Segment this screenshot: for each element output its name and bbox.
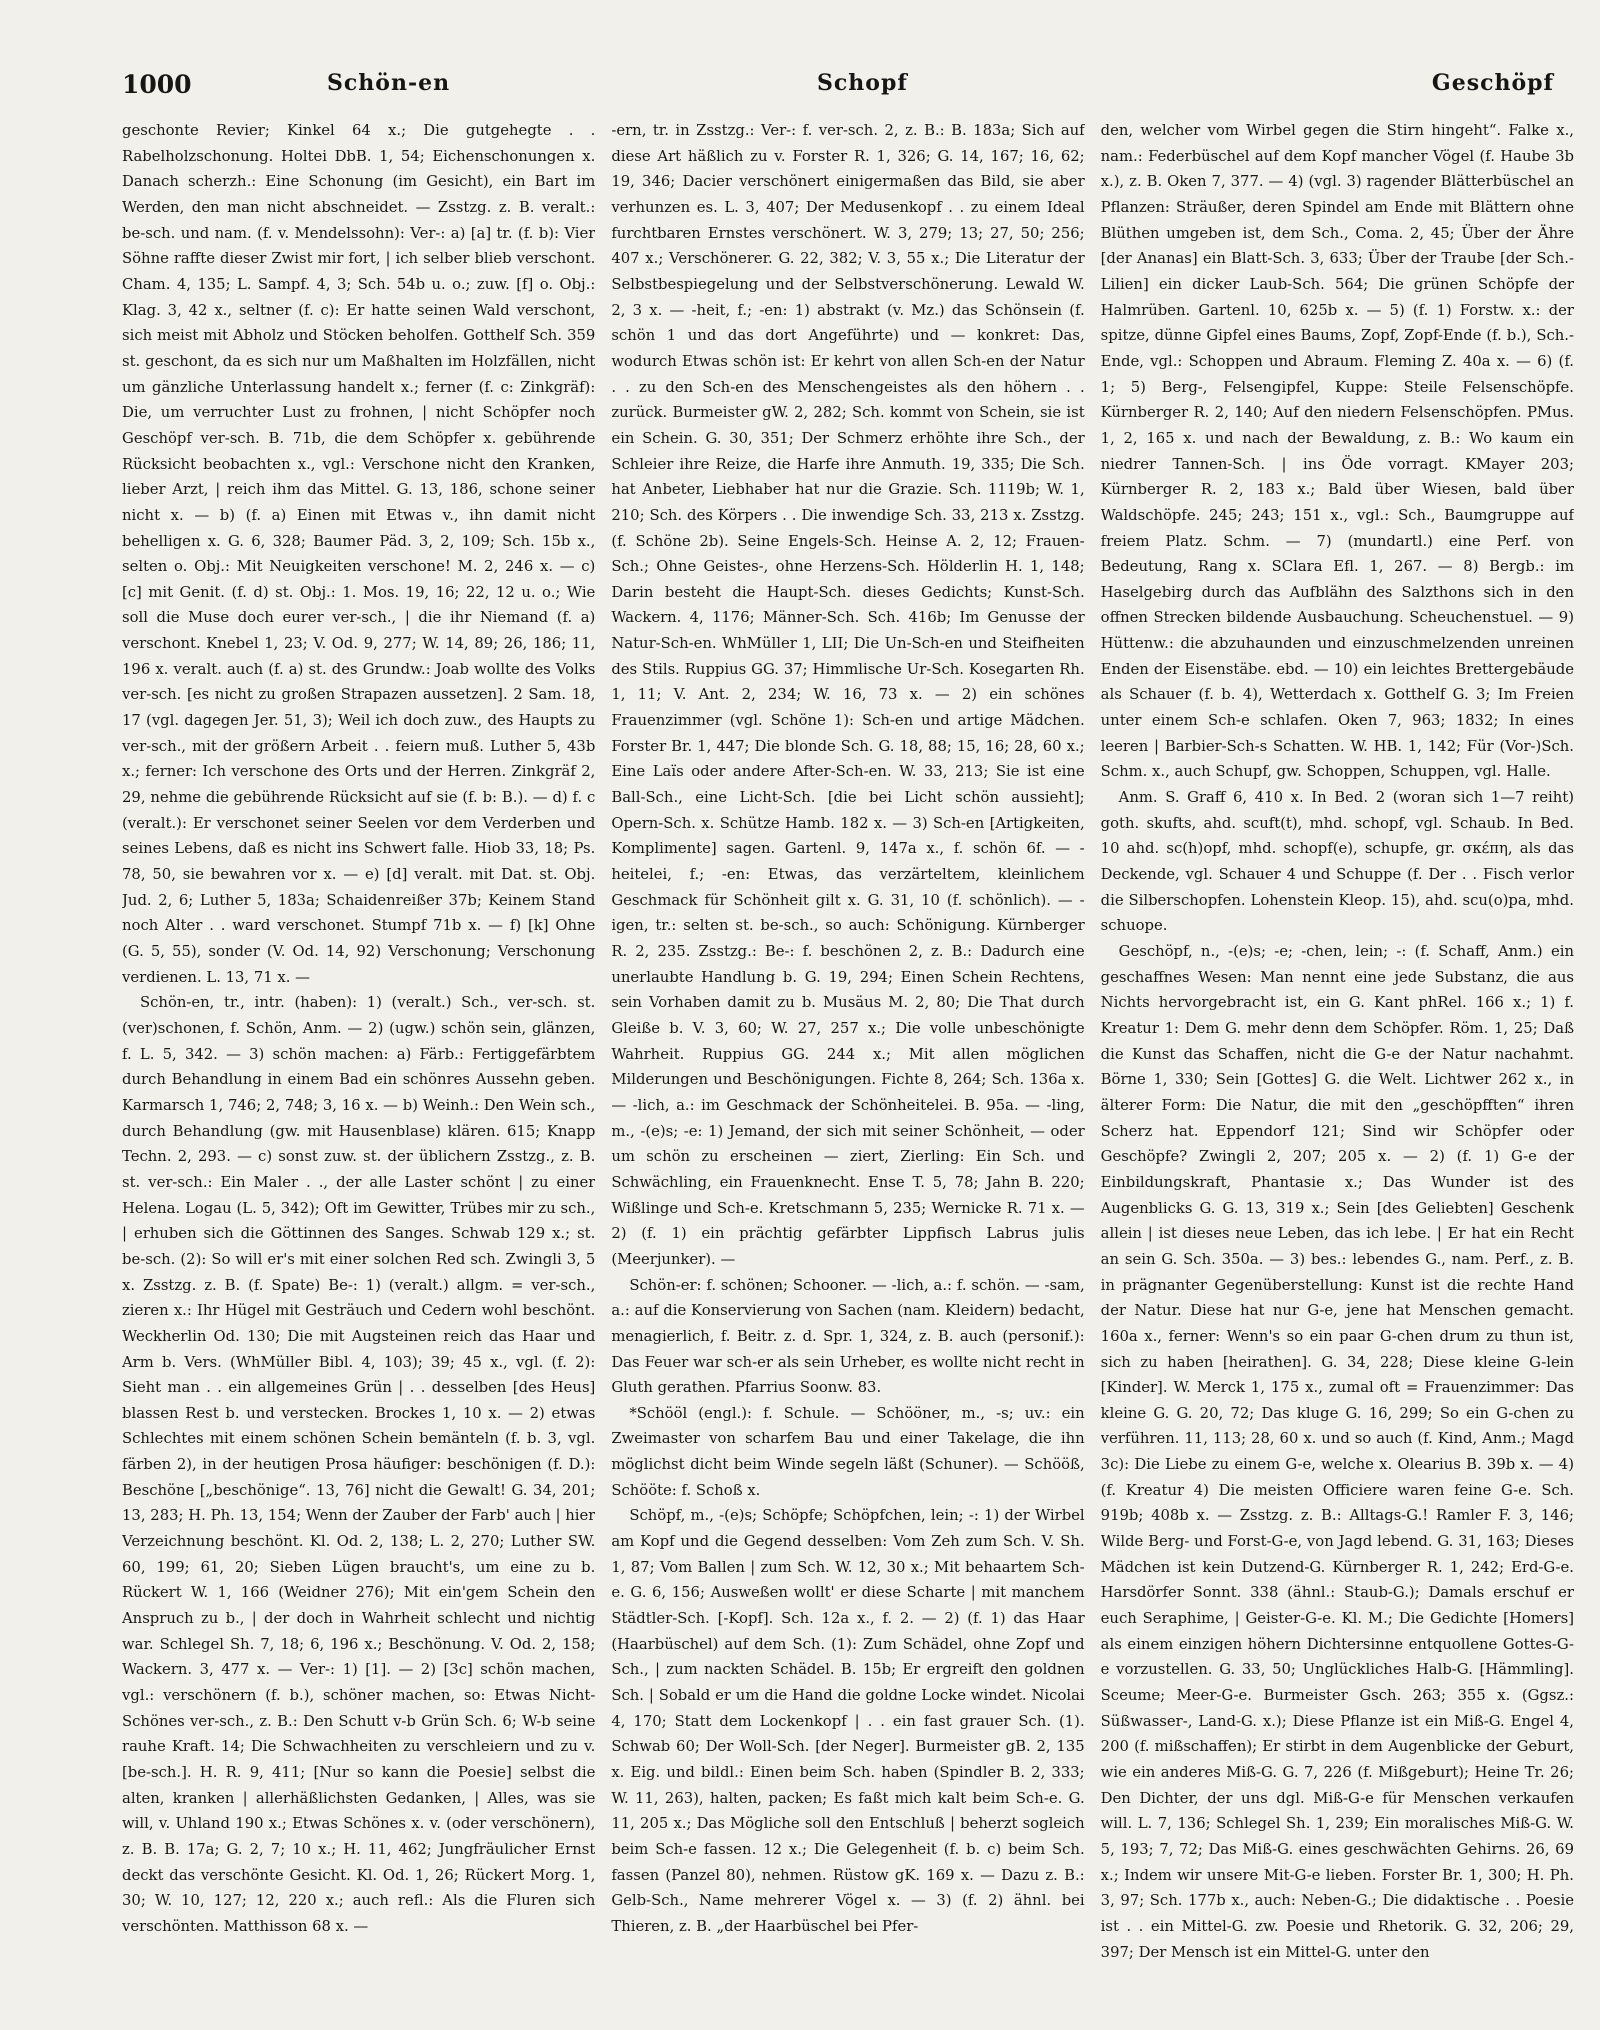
entry-paragraph: geschonte Revier; Kinkel 64 x.; Die gutgehegte . . Rabelholzschonung. Holtei DbB. 1, 54; Eichenschonungen x. Danach scherzh.: Eine Schonung (im Gesicht), ein Bart im Werden, den man nicht abschneidet. — Zsstzg. z. B. veralt.: be-sch. und nam. (f. v. Mendelssohn): Ver-: a) [a] tr. (f. b): Vier Söhne raffte dieser Zwist mir fort, | ich selber blieb verschont. Cham. 4, 135; L. Sampf. 4, 3; Sch. 54b u. o.; zuw. [f] o. Obj.: Klag. 3, 42 x., seltner (f. c): Er hatte seinen Wald verschont, sich meist mit Abholz und Stöcken beholfen. Gotthelf Sch. 359 st. geschont, da es sich nur um Maßhalten im Holzfällen, nicht um gänzliche Unterlassung handelt x.; ferner (f. c: Zinkgräf): Die, um verruchter Lust zu frohnen, | nicht Schöpfer noch Geschöpf ver-sch. B. 71b, die dem Schöpfer x. gebührende Rücksicht beobachten x., vgl.: Verschone nicht den Kranken, lieber Arzt, | reich ihm das Mittel. G. 13, 186, schone seiner nicht x. — b) (f. a) Einen mit Etwas v., ihn damit nicht behelligen x. G. 6, 328; Baumer Päd. 3, 2, 109; Sch. 15b x., selten o. Obj.: Mit Neuigkeiten verschone! M. 2, 246 x. — c) [c] mit Genit. (f. d) st. Obj.: 1. Mos. 19, 16; 22, 12 u. o.; Wie soll die Muse doch eurer ver-sch., | die ihr Niemand (f. a) verschont. Knebel 1, 23; V. Od. 9, 277; W. 14, 89; 26, 186; 11, 196 x. veralt. auch (f. a) st. des Grundw.: Joab wollte des Volks ver-sch. [es nicht zu großen Strapazen aussetzen]. 2 Sam. 18, 17 (vgl. dagegen Jer. 51, 3); Weil ich doch zuw., des Haupts zu ver-sch., mit der größern Arbeit . . feiern muß. Luther 5, 43b x.; ferner: Ich verschone des Orts und der Herren. Zinkgräf 2, 29, nehme die gebührende Rücksicht auf sie (f. b: B.). — d) f. c (veralt.): Er verschonet seiner Seelen vor dem Verderben und seines Lebens, daß es nicht ins Schwert falle. Hiob 33, 18; Ps. 78, 50, sie bewahren vor x. — e) [d] veralt. mit Dat. st. Obj. Jud. 2, 6; Luther 5, 183a; Schaidenreißer 37b; Keinem Stand noch Alter . . ward verschonet. Stumpf 71b x. — f) [k] Ohne (G. 5, 55), sonder (V. Od. 14, 92) Verschonung; Verschonung verdienen. L. 13, 71 x. — (122, 122, 596, 986)
page-header (122, 66, 1574, 114)
entry-paragraph: den, welcher vom Wirbel gegen die Stirn hingeht“. Falke x., nam.: Federbüschel auf dem Kopf mancher Vögel (f. Haube 3b x.), z. B. Oken 7, 377. — 4) (vgl. 3) ragender Blätterbüschel an Pflanzen: Sträußer, deren Spindel am Ende mit Blättern ohne Blüthen umgeben ist, dem Sch., Coma. 2, 45; Über der Ähre [der Ananas] ein Blatt-Sch. 3, 633; Über der Traube [der Sch.-Lilien] ein dicker Laub-Sch. 564; Die grünen Schöpfe der Halmrüben. Gartenl. 10, 625b x. — 5) (f. 1) Forstw. x.: der spitze, dünne Gipfel eines Baums, Zopf, Zopf-Ende (f. b.), Sch.-Ende, vgl.: Schoppen und Abraum. Fleming Z. 40a x. — 6) (f. 1; 5) Berg-, Felsengipfel, Kuppe: Steile Felsenschöpfe. Kürnberger R. 2, 140; Auf den niedern Felsenschöpfen. PMus. 1, 2, 165 x. und nach der Bewaldung, z. B.: Wo kaum ein niedrer Tannen-Sch. | ins Öde vorragt. KMayer 203; Kürnberger R. 2, 183 x.; Bald über Wiesen, bald über Waldschöpfe. 245; 243; 151 x., vgl.: Sch., Baumgruppe auf freiem Platz. Schm. — 7) (mundartl.) eine Perf. von Bedeutung, Rang x. SClara Efl. 1, 267. — 8) Bergb.: im Haselgebirg durch das Aufblähn des Salzthons sich in den offnen Strecken bildende Ausbauchung. Scheuchenstuel. — 9) Hüttenw.: die abzuhaunden und einzuschmelzenden unreinen Enden der Eisenstäbe. ebd. — 10) ein leichtes Brettergebäude als Schauer (f. b. 4), Wetterdach x. Gotthelf G. 3; Im Freien unter einem Sch-e schlafen. Oken 7, 963; 1832; In eines leeren | Barbier-Sch-s Schatten. W. HB. 1, 142; Für (Vor-)Sch. Schm. x., auch Schupf, gw. Schoppen, Schuppen, vgl. Halle. (1100, 122, 1574, 781)
entry-paragraph: *Schööl (engl.): f. Schule. — Schööner, m., -s; uv.: ein Zweimaster von scharfem Bau und einer Takelage, die ihn möglichst dicht beim Winde segeln läßt (Schuner). — Schööß, Schööte: f. Schoß x. (611, 1404, 1085, 1499)
running-head-left: Schön-en (327, 70, 451, 96)
page-number: 1000 (122, 70, 192, 99)
dictionary-columns (122, 118, 1574, 2013)
entry-paragraph: Schön-er: f. schönen; Schooner. — -lich, a.: f. schön. — -sam, a.: auf die Konservierung von Sachen (nam. Kleidern) bedacht, menagierlich, f. Beitr. z. d. Spr. 1, 324, z. B. auch (personif.): Das Feuer war sch-er als sein Urheber, es wollte nicht recht in Gluth gerathen. Pfarrius Soonw. 83. (611, 1276, 1085, 1397)
entry-paragraph: Geschöpf, n., -(e)s; -e; -chen, lein; -: (f. Schaff, Anm.) ein geschaffnes Wesen: Man nennt eine jede Substanz, die aus Nichts hervorgebracht ist, ein G. Kant phRel. 166 x.; 1) f. Kreatur 1: Dem G. mehr denn dem Schöpfer. Röm. 1, 25; Daß die Kunst das Schaffen, nicht die G-e der Natur nachahmt. Börne 1, 330; Sein [Gottes] G. die Welt. Lichtwer 262 x., in älterer Form: Die Natur, die mit den „geschöpfften“ ihren Scherz hat. Eppendorf 121; Sind wir Schöpfer oder Geschöpfe? Zwingli 2, 207; 205 x. — 2) (f. 1) G-e der Einbildungskraft, Phantasie x.; Das Wunder ist des Augenblicks G. G. 13, 319 x.; Sein [des Geliebten] Geschenk allein | ist dieses neue Leben, das ich lebe. | Er hat ein Recht an sein G. Sch. 350a. — 3) bes.: lebendes G., nam. Perf., z. B. in prägnanter Gegenüberstellung: Kunst ist die rechte Hand der Natur. Diese hat nur G-e, jene hat Menschen gemacht. 160a x., ferner: Wenn's so ein paar G-chen drum zu thun ist, sich zu haben [heirathen]. G. 34, 228; Diese kleine G-lein [Kinder]. W. Merck 1, 175 x., zumal oft = Frauenzimmer: Das kleine G. G. 20, 72; Das kluge G. 16, 299; So ein G-chen zu verführen. 11, 113; 28, 60 x. und so auch (f. Kind, Anm.; Magd 3c): Die Liebe zu einem G-e, welche x. Olearius B. 39b x. — 4) (f. Kreatur 4) Die meisten Officiere waren feine G-e. Sch. 919b; 408b x. — Zsstzg. z. B.: Alltags-G.! Ramler F. 3, 146; Wilde Berg- und Forst-G-e, von Jagd lebend. G. 31, 163; Dieses Mädchen ist kein Dutzend-G. Kürnberger R. 1, 242; Erd-G-e. Harsdörfer Sonnt. 338 (ähnl.: Staub-G.); Damals erschuf er euch Seraphime, | Geister-G-e. Kl. M.; Die Gedichte [Homers] als einem einzigen höhern Dichtersinne entquollene Gottes-G-e vorzustellen. G. 33, 50; Unglückliches Halb-G. [Hämmling]. Sceume; Meer-G-e. Burmeister Gsch. 263; 355 x. (Ggsz.: Süßwasser-, Land-G. x.); Diese Pflanze ist ein Miß-G. Engel 4, 200 (f. mißschaffen); Er stirbt in dem Augenblicke der Geburt, wie ein anderes Miß-G. G. 7, 226 (f. Mißgeburt); Heine Tr. 26; Den Dichter, der uns dgl. Miß-G-e für Menschen verkaufen will. L. 7, 136; Schlegel Sh. 1, 239; Ein moralisches Miß-G. W. 5, 193; 7, 72; Das Miß-G. eines geschwächten Gehirns. 26, 69 x.; Indem wir unsere Mit-G-e lieben. Forster Br. 1, 300; H. Ph. 3, 97; Sch. 177b x., auch: Neben-G.; Die didaktische . . Poesie ist . . ein Mittel-G. zw. Poesie und Rhetorik. G. 32, 206; 29, 397; Der Mensch ist ein Mittel-G. unter den (1100, 943, 1574, 1961)
entry-paragraph: Schöpf, m., -(e)s; Schöpfe; Schöpfchen, lein; -: 1) der Wirbel am Kopf und die Gegend desselben: Vom Zeh zum Sch. V. Sh. 1, 87; Vom Ballen | zum Sch. W. 12, 30 x.; Mit behaartem Sch-e. G. 6, 156; Ausweßen wollt' er diese Scharte | mit manchem Städtler-Sch. [-Kopf]. Sch. 12a x., f. 2. — 2) (f. 1) das Haar (Haarbüschel) auf dem Sch. (1): Zum Schädel, ohne Zopf und Sch., | zum nackten Schädel. B. 15b; Er ergreift den goldnen Sch. | Sobald er um die Hand die goldne Locke windet. Nicolai 4, 170; Statt dem Lockenkopf | . . ein fast grauer Sch. (1). Schwab 60; Der Woll-Sch. [der Neger]. Burmeister gB. 2, 135 x. Eig. und bildl.: Einen beim Sch. haben (Spindler B. 2, 333; W. 11, 263), halten, packen; Es faßt mich kalt beim Sch-e. G. 11, 205 x.; Das Mögliche soll den Entschluß | beherzt sogleich beim Sch-e fassen. 12 x.; Die Gelegenheit (f. b. c) beim Sch. fassen (Panzel 80), nehmen. Rüstow gK. 169 x. — Dazu z. B.: Gelb-Sch., Name mehrerer Vögel x. — 3) (f. 2) ähnl. bei Thieren, z. B. „der Haarbüschel bei Pfer- (611, 1507, 1085, 1935)
entry-paragraph: Anm. S. Graff 6, 410 x. In Bed. 2 (woran sich 1—7 reiht) goth. skufts, ahd. scuft(t), mhd. schopf, vgl. Schaub. In Bed. 10 ahd. sc(h)opf, mhd. schopf(e), schupfe, gr. σκέπη, als das Deckende, vgl. Schauer 4 und Schuppe (f. Der . . Fisch verlor die Silberschopfen. Lohenstein Kleop. 15), ahd. scu(o)pa, mhd. schuope. (1100, 789, 1574, 935)
running-head-center: Schopf (817, 70, 908, 96)
running-head-right: Geschöpf (1431, 70, 1554, 96)
entry-paragraph: Schön-en, tr., intr. (haben): 1) (veralt.) Sch., ver-sch. st. (ver)schonen, f. Schön, Anm. — 2) (ugw.) schön sein, glänzen, f. L. 5, 342. — 3) schön machen: a) Färb.: Fertiggefärbtem durch Behandlung in einem Bad ein schönres Aussehn geben. Karmarsch 1, 746; 2, 748; 3, 16 x. — b) Weinh.: Den Wein sch., durch Behandlung (gw. mit Hausenblase) klären. 615; Knapp Techn. 2, 293. — c) sonst zuw. st. der üblichern Zsstzg., z. B. st. ver-sch.: Ein Maler . ., der alle Laster schönt | zu einer Helena. Logau (L. 5, 342); Oft im Gewitter, Trübes mir zu sch., | erhuben sich die Göttinnen des Sanges. Schwab 129 x.; st. be-sch. (2): So will er's mit einer solchen Red sch. Zwingli 3, 5 x. Zsstzg. z. B. (f. Spate) Be-: 1) (veralt.) allgm. = ver-sch., zieren x.: Ihr Hügel mit Gesträuch und Cedern wohl beschönt. Weckherlin Od. 130; Die mit Augsteinen reich das Haar und Arm b. Vers. (WhMüller Bibl. 4, 103); 39; 45 x., vgl. (f. 2): Sieht man . . ein allgemeines Grün | . . desselben [des Heus] blassen Rest b. und verstecken. Brockes 1, 10 x. — 2) etwas Schlechtes mit einem schönen Schein bemänteln (f. b. 3, vgl. färben 2), in der heutigen Prosa häufiger: beschönigen (f. D.): Beschöne [„beschönige“. 13, 76] nicht die Gewalt! G. 34, 201; 13, 283; H. Ph. 13, 154; Wenn der Zauber der Farb' auch | hier Verzeichnung beschönt. Kl. Od. 2, 138; L. 2, 270; Luther SW. 60, 199; 61, 20; Sieben Lügen braucht's, um eine zu b. Rückert W. 1, 166 (Weidner 276); Mit ein'gem Schein den Anspruch zu b., | der doch in Wahrheit schlecht und nichtig war. Schlegel Sh. 7, 18; 6, 196 x.; Beschönung. V. Od. 2, 158; Wackern. 3, 477 x. — Ver-: 1) [1]. — 2) [3c] schön machen, vgl.: verschönern (f. b.), schöner machen, so: Etwas Nicht-Schönes ver-sch., z. B.: Den Schutt v-b Grün Sch. 6; W-b seine rauhe Kraft. 14; Die Schwachheiten zu verschleiern und zu v. [be-sch.]. H. R. 9, 411; [Nur so kann die Poesie] selbst die alten, kranken | allerhäßlichsten Gedanken, | Alles, was sie will, v. Uhland 190 x.; Etwas Schönes x. v. (oder verschönern), z. B. B. 17a; G. 2, 7; 10 x.; H. 11, 462; Jungfräulicher Ernst deckt das verschönte Gesicht. Kl. Od. 1, 26; Rückert Morg. 1, 30; W. 10, 127; 12, 220 x.; auch refl.: Als die Fluren sich verschönten. Matthisson 68 x. — (122, 994, 596, 1935)
entry-paragraph: -ern, tr. in Zsstzg.: Ver-: f. ver-sch. 2, z. B.: B. 183a; Sich auf diese Art häßlich zu v. Forster R. 1, 326; G. 14, 167; 16, 62; 19, 346; Dacier verschönert einigermaßen das Bild, sie aber verhunzen es. L. 3, 407; Der Medusenkopf . . zu einem Ideal furchtbaren Ernstes verschönert. W. 3, 279; 13; 27, 50; 256; 407 x.; Verschönerer. G. 22, 382; V. 3, 55 x.; Die Literatur der Selbstbespiegelung und der Selbstverschönerung. Lewald W. 2, 3 x. — -heit, f.; -en: 1) abstrakt (v. Mz.) das Schönsein (f. schön 1 und das dort Angeführte) und — konkret: Das, wodurch Etwas schön ist: Er kehrt von allen Sch-en der Natur . . zu den Sch-en des Menschengeistes als den höhern . . zurück. Burmeister gW. 2, 282; Sch. kommt von Schein, sie ist ein Schein. G. 30, 351; Der Schmerz erhöhte ihre Sch., der Schleier ihre Reize, die Harfe ihre Anmuth. 19, 335; Die Sch. hat Anbeter, Liebhaber hat nur die Grazie. Sch. 1119b; W. 1, 210; Sch. des Körpers . . Die inwendige Sch. 33, 213 x. Zsstzg. (f. Schöne 2b). Seine Engels-Sch. Heinse A. 2, 12; Frauen-Sch.; Ohne Geistes-, ohne Herzens-Sch. Hölderlin H. 1, 148; Darin besteht die Haupt-Sch. dieses Gedichts; Kunst-Sch. Wackern. 4, 1176; Männer-Sch. Sch. 416b; Im Genusse der Natur-Sch-en. WhMüller 1, LII; Die Un-Sch-en und Steifheiten des Stils. Ruppius GG. 37; Himmlische Ur-Sch. Kosegarten Rh. 1, 11; V. Ant. 2, 234; W. 16, 73 x. — 2) ein schönes Frauenzimmer (vgl. Schöne 1): Sch-en und artige Mädchen. Forster Br. 1, 447; Die blonde Sch. G. 18, 88; 15, 16; 28, 60 x.; Eine Laïs oder andere After-Sch-en. W. 33, 213; Sie ist eine Ball-Sch., eine Licht-Sch. [die bei Licht schön aussieht]; Opern-Sch. x. Schütze Hamb. 182 x. — 3) Sch-en [Artigkeiten, Komplimente] sagen. Gartenl. 9, 147a x., f. schön 6f. — -heitelei, f.; -en: Etwas, das verzärteltem, kleinlichem Geschmack für Schönheit gilt x. G. 31, 10 (f. schönlich). — -igen, tr.: selten st. be-sch., so auch: Schönigung. Kürnberger R. 2, 235. Zsstzg.: Be-: f. beschönen 2, z. B.: Dadurch eine unerlaubte Handlung b. G. 19, 294; Einen Schein Rechtens, sein Vorhaben damit zu b. Musäus M. 2, 80; Die That durch Gleiße b. V. 3, 60; W. 27, 257 x.; Die volle unbeschönigte Wahrheit. Ruppius GG. 244 x.; Mit allen möglichen Milderungen und Beschönigungen. Fichte 8, 264; Sch. 136a x. — -lich, a.: im Geschmack der Schönheitelei. B. 95a. — -ling, m., -(e)s; -e: 1) Jemand, der sich mit seiner Schönheit, — oder um schön zu erscheinen — ziert, Zierling: Ein Sch. und Schwächling, ein Frauenknecht. Ense T. 5, 78; Jahn B. 220; Wißlinge und Sch-e. Kretschmann 5, 235; Wernicke R. 71 x. — 2) (f. 1) ein prächtig gefärbter Lippfisch Labrus julis (Meerjunker). — (611, 122, 1085, 1268)
column-right (1101, 118, 1574, 2013)
column-left (122, 118, 595, 2013)
column-middle (611, 118, 1084, 2013)
